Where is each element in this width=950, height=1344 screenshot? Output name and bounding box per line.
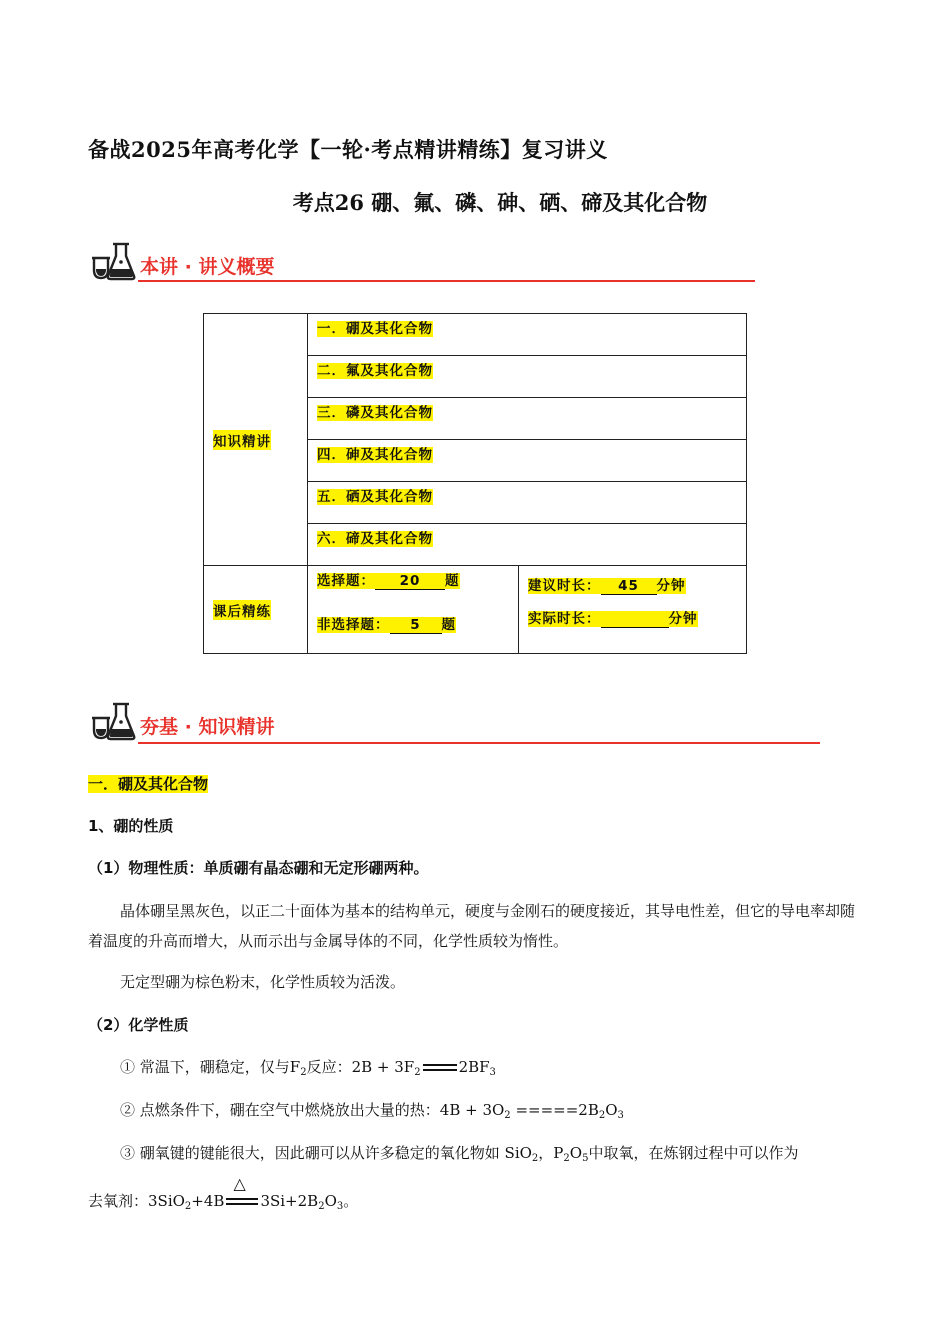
reaction-oxygen: ② 点燃条件下，硼在空气中燃烧放出大量的热：$4B + 3O_2 =====2B_2O_3$ xyxy=(120,1101,624,1121)
reaction-deoxidizer-line2: 去氧剂：3SiO$_2$+4B △ $3Si+2B_2O_3$。 xyxy=(88,1174,359,1212)
heading-boron: 一．硼及其化合物 xyxy=(88,775,209,793)
overview-table xyxy=(203,313,747,654)
heading-physical-properties: （1）物理性质：单质硼有晶态硼和无定形硼两种。 xyxy=(88,859,429,877)
section-divider xyxy=(138,280,755,282)
section-label: 夯基 · 知识精讲 xyxy=(140,716,275,738)
choice-count: 20 xyxy=(375,573,445,590)
overview-item: 六．碲及其化合物 xyxy=(308,524,747,566)
flask-icon xyxy=(88,700,136,742)
suggested-duration: 45 xyxy=(601,578,657,595)
triangle-icon: △ xyxy=(233,1174,246,1193)
document-title: 备战2025年高考化学【一轮·考点精讲精练】复习讲义 xyxy=(88,137,608,162)
knowledge-label: 知识精讲 xyxy=(213,430,271,450)
nonchoice-count: 5 xyxy=(390,617,442,634)
question-count-cell: 选择题： 20 题 非选择题： 5 题 xyxy=(308,566,519,654)
overview-item: 四．砷及其化合物 xyxy=(308,440,747,482)
practice-label: 课后精练 xyxy=(213,600,271,620)
overview-item: 一．硼及其化合物 xyxy=(308,314,747,356)
heading-boron-properties: 1、硼的性质 xyxy=(88,817,174,835)
heading-chemical-properties: （2）化学性质 xyxy=(88,1016,189,1034)
knowledge-label-cell xyxy=(204,314,308,566)
section-divider xyxy=(138,742,820,744)
section-header-overview xyxy=(88,240,758,286)
flask-icon xyxy=(88,240,136,282)
paragraph-crystalline-boron: 晶体硼呈黑灰色，以正二十面体为基本的结构单元，硬度与金刚石的硬度接近，其导电性差，但它的导电率却随着温度的升高而增大，从而示出与金属导体的不同，化学性质较为惰性。 xyxy=(88,902,856,950)
document-subtitle: 考点26 硼、氟、磷、砷、硒、碲及其化合物 xyxy=(292,190,708,215)
heating-condition xyxy=(224,1174,260,1209)
practice-label-cell xyxy=(204,566,308,654)
section-header-knowledge xyxy=(88,700,828,746)
equals-sign xyxy=(421,1061,459,1075)
paragraph-amorphous-boron: 无定型硼为棕色粉末，化学性质较为活泼。 xyxy=(120,973,406,991)
overview-item: 二．氟及其化合物 xyxy=(308,356,747,398)
overview-item: 五．硒及其化合物 xyxy=(308,482,747,524)
section-label: 本讲 · 讲义概要 xyxy=(140,256,275,278)
duration-cell: 建议时长： 45 分钟 实际时长： 分钟 xyxy=(519,566,747,654)
reaction-deoxidizer: ③ 硼氧键的键能很大，因此硼可以从许多稳定的氧化物如 SiO$_2$，$P_2O_5$中取氧，在炼钢过程中可以作为 xyxy=(120,1144,799,1164)
reaction-fluorine: ① 常温下，硼稳定，仅与$F_2$反应：$2B + 3F_2$ $2BF_3$ xyxy=(120,1058,496,1078)
actual-duration-field[interactable] xyxy=(601,611,669,628)
overview-item: 三．磷及其化合物 xyxy=(308,398,747,440)
